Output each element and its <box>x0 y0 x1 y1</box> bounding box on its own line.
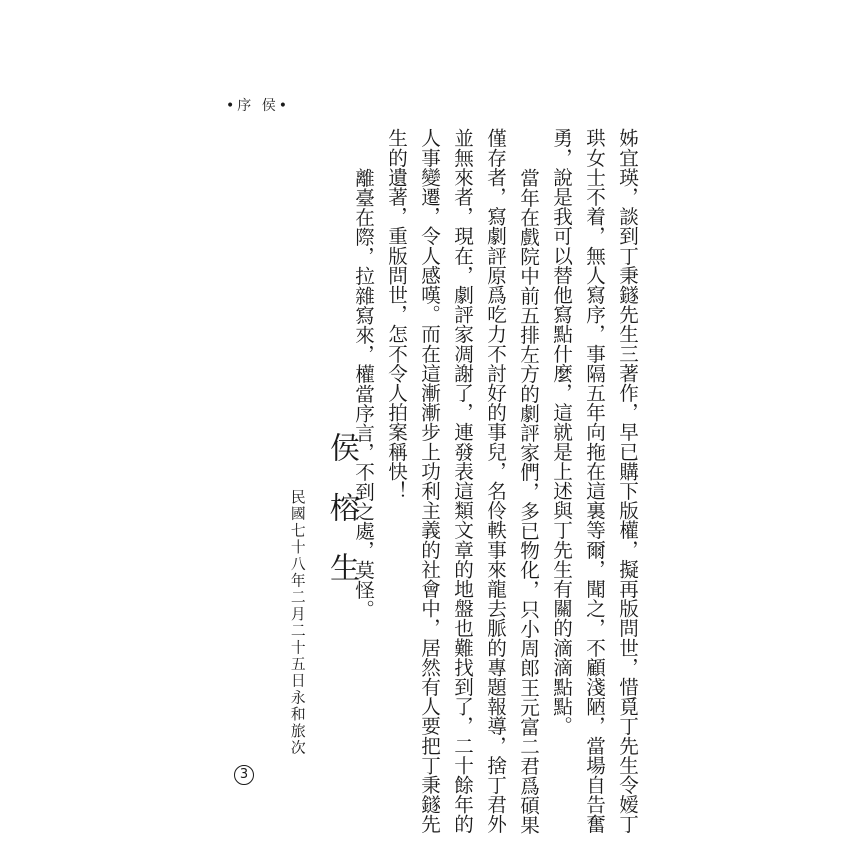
text-column-6: 並無來者，現在，劇評家凋謝了，連發表這類文章的地盤也難找到了，二十餘年的 <box>450 128 474 834</box>
text-column-9: 離臺在際，拉雜寫來，權當序言，不到之處，莫怪。 <box>351 168 375 619</box>
text-column-7: 人事變遷，令人感嘆。而在這漸漸步上功利主義的社會中，居然有人要把丁秉鐩先 <box>417 128 441 834</box>
author-signature: 侯榕生 <box>324 432 359 612</box>
text-column-1: 姊宜瑛，談到丁秉鐩先生三著作，早已購下版權，擬再版問世，惜覓丁先生令嫒丁 <box>615 128 639 834</box>
text-column-5: 僅存者，寫劇評原爲吃力不討好的事兒，名伶軼事來龍去脈的專題報導，捨丁君外 <box>483 128 507 834</box>
page-number: 3 <box>234 765 254 785</box>
text-column-2: 珙女士不着，無人寫序，事隔五年向拖在這裏等爾，聞之，不顧淺陋，當場自告奮 <box>582 128 606 834</box>
signature-date: 民國七十八年二月二十五日永和旅次 <box>288 489 306 757</box>
text-column-4: 當年在戲院中前五排左方的劇評家們，多已物化，只小周郎王元富二君爲碩果 <box>516 168 540 835</box>
text-column-8: 生的遺著，重版問世，怎不令人拍案稱快！ <box>384 128 408 501</box>
text-column-3: 勇，說是我可以替他寫點什麼，這就是上述與丁先生有關的滴滴點點。 <box>549 128 573 736</box>
running-head: •序 侯• <box>226 98 290 114</box>
